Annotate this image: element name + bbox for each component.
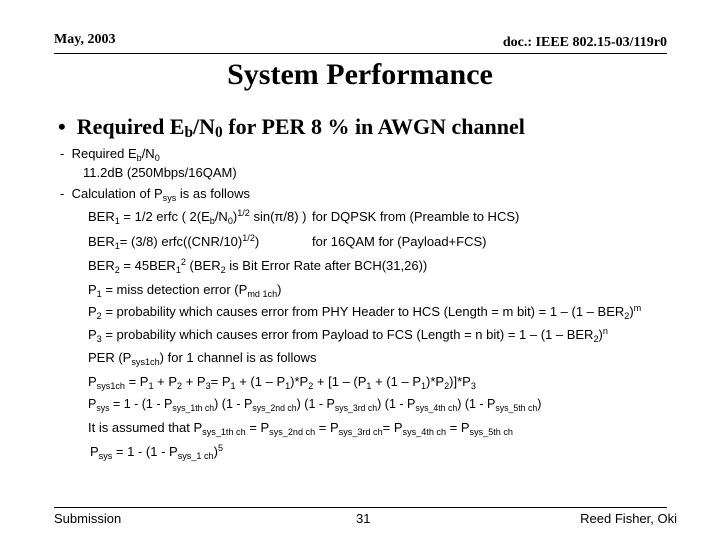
- ber1-dqpsk-note: for DQPSK from (Preamble to HCS): [312, 209, 520, 224]
- footer-author: Reed Fisher, Oki: [580, 511, 677, 526]
- header-rule: [54, 53, 667, 54]
- assumption-line: It is assumed that $P_{sys\_1th ch} = P_{sys\_2nd ch} = P_{sys\_3rd ch}= P_{sys\_4th ch} = P_{sys\_5th ch}$: [88, 420, 513, 437]
- psys-formula: $P_{sys} = 1 - (1 - P_{sys\_1th ch})$ $(1 - P_{sys\_2nd ch})$ $(1 - P_{sys\_3rd ch})$ $(1 - P_{sys\_4th ch})$ $(1 - P_{sys\_5th ch})$: [88, 397, 542, 413]
- ber1-qam-note: for 16QAM for (Payload+FCS): [312, 234, 487, 249]
- sub-bullet-required: - Required $E_b/N_0$: [60, 146, 160, 163]
- p1-definition: $P_1$ = miss detection error $(P_{md 1ch})$: [88, 282, 282, 299]
- slide-title: System Performance: [227, 58, 493, 91]
- final-formula: $P_{sys} = 1 - (1 - P_{sys\_1 ch})^5$: [90, 443, 223, 461]
- ber1-qam-formula: $BER_1= (3/8)$ $erfc((CNR/10)^{1/2})$: [88, 233, 260, 251]
- psys1ch-formula: $P_{sys1ch} = P_1 + P_2 + P_3= P_1 + (1 - P_1)*P_2 + [1 - (P_1 + (1 - P_1)*P_2)]*P_3$: [88, 374, 476, 391]
- header-date: May, 2003: [54, 32, 116, 47]
- bullet-dot: •: [58, 114, 66, 139]
- main-bullet: • Required $E_b/N_0$ for PER 8 % in AWGN channel: [58, 114, 525, 141]
- p2-definition: $P_2$ = probability which causes error from PHY Header to HCS (Length = m $bit) = 1 - (1 - BER_2)^m$: [88, 303, 642, 321]
- footer-rule: [54, 507, 667, 508]
- ber1-dqpsk-formula: $BER_1 = 1/2$ erfc ( $2(E_b/N_0)^{1/2}$ sin(π/8) ): [88, 208, 307, 226]
- sub-bullet-calculation: - Calculation of $P_{sys}$ is as follows: [60, 186, 250, 203]
- header-doc-id: doc.: IEEE 802.15-03/119r0: [502, 35, 667, 50]
- ber2-formula: $BER_2 = 45BER_1^2$ ($BER_2$ is Bit Error Rate after BCH(31,26)): [88, 257, 428, 275]
- per-intro: PER $(P_{sys1ch})$ for 1 channel is as follows: [88, 350, 317, 367]
- footer-page-number: 31: [356, 511, 371, 526]
- p3-definition: $P_3$ = probability which causes error from Payload to FCS (Length = n $bit) = 1 - (1 - BER_2)^n$: [88, 326, 608, 344]
- required-value: 11.2dB (250Mbps/16QAM): [83, 165, 237, 180]
- footer-submission: Submission: [54, 511, 122, 526]
